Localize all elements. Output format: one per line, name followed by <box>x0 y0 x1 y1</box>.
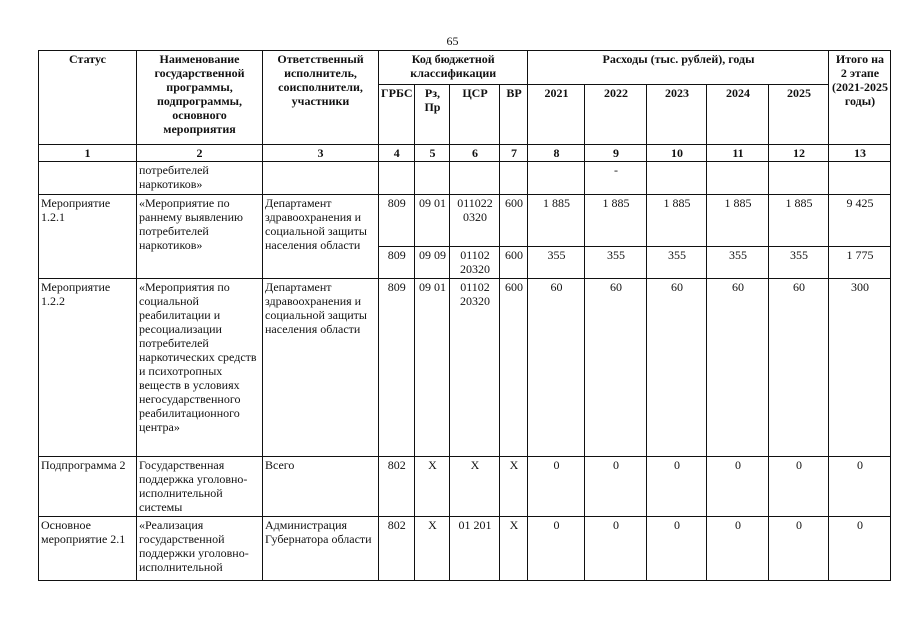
cell-total: 1 775 <box>829 247 891 279</box>
colnum: 1 <box>39 145 137 162</box>
cell-total: 300 <box>829 279 891 457</box>
cell-2025: 1 885 <box>769 195 829 247</box>
cell-2022: 0 <box>585 457 647 517</box>
cell-2021: 60 <box>528 279 585 457</box>
cell-2025: 0 <box>769 517 829 581</box>
colnum: 2 <box>137 145 263 162</box>
header-budget-code: Код бюджетной классификации <box>379 51 528 85</box>
header-2023: 2023 <box>647 85 707 145</box>
cell-csr: 01102 20320 <box>450 247 500 279</box>
cell-2022: 1 885 <box>585 195 647 247</box>
cell-2025: 355 <box>769 247 829 279</box>
dash-mark: - <box>585 162 647 195</box>
cell-2023: 1 885 <box>647 195 707 247</box>
table-row <box>39 279 891 457</box>
colnum: 10 <box>647 145 707 162</box>
cell-vr: Х <box>500 517 528 581</box>
row-status: Подпрограмма 2 <box>39 457 137 517</box>
colnum: 9 <box>585 145 647 162</box>
colnum: 13 <box>829 145 891 162</box>
colnum: 4 <box>379 145 415 162</box>
header-name: Наименование государственной программы, подпрограммы, основного мероприятия <box>137 51 263 145</box>
row-executor: Всего <box>263 457 379 517</box>
cell-total: 0 <box>829 457 891 517</box>
cell-grbs: 809 <box>379 279 415 457</box>
colnum: 7 <box>500 145 528 162</box>
row-name: Государственная поддержка уголовно-исполнительной системы <box>137 457 263 517</box>
row-executor: Администрация Губернатора области <box>263 517 379 581</box>
page-number: 65 <box>446 34 459 48</box>
budget-table <box>38 50 891 581</box>
cell-grbs: 802 <box>379 457 415 517</box>
row-executor: Департамент здравоохранения и социальной защиты населения области <box>263 195 379 279</box>
cell-2024: 1 885 <box>707 195 769 247</box>
colnum: 12 <box>769 145 829 162</box>
cell-csr: 01 201 <box>450 517 500 581</box>
column-number-row <box>39 145 891 162</box>
cell-total: 0 <box>829 517 891 581</box>
header-2025: 2025 <box>769 85 829 145</box>
cell-vr: Х <box>500 457 528 517</box>
cell-2025: 0 <box>769 457 829 517</box>
colnum: 11 <box>707 145 769 162</box>
cell-2024: 60 <box>707 279 769 457</box>
header-2021: 2021 <box>528 85 585 145</box>
cell-2021: 0 <box>528 517 585 581</box>
cell-2023: 60 <box>647 279 707 457</box>
header-executor: Ответственный исполнитель, соисполнители, участники <box>263 51 379 145</box>
cell-csr: 011022 0320 <box>450 195 500 247</box>
header-grbs: ГРБС <box>379 85 415 145</box>
cell-2024: 0 <box>707 457 769 517</box>
cell-rzpr: 09 01 <box>415 195 450 247</box>
cell-vr: 600 <box>500 279 528 457</box>
header-2022: 2022 <box>585 85 647 145</box>
cell-2024: 0 <box>707 517 769 581</box>
header-total: Итого на 2 этапе (2021-2025 годы) <box>829 51 891 145</box>
cell-rzpr: 09 01 <box>415 279 450 457</box>
cell-vr: 600 <box>500 195 528 247</box>
table-row <box>39 195 891 247</box>
cell-rzpr: Х <box>415 457 450 517</box>
row-name: «Мероприятие по раннему выявлению потребителей наркотиков» <box>137 195 263 279</box>
table-row <box>39 517 891 581</box>
cell-2023: 0 <box>647 457 707 517</box>
header-vr: ВР <box>500 85 528 145</box>
row-status: Основное мероприятие 2.1 <box>39 517 137 581</box>
cell-2024: 355 <box>707 247 769 279</box>
cell-2022: 60 <box>585 279 647 457</box>
cell-2022: 355 <box>585 247 647 279</box>
header-expenses: Расходы (тыс. рублей), годы <box>528 51 829 85</box>
cell-2021: 355 <box>528 247 585 279</box>
cell-2021: 0 <box>528 457 585 517</box>
cell-rzpr: Х <box>415 517 450 581</box>
header-rzpr: Рз, Пр <box>415 85 450 145</box>
colnum: 5 <box>415 145 450 162</box>
cell-grbs: 809 <box>379 195 415 247</box>
cell-2021: 1 885 <box>528 195 585 247</box>
header-status: Статус <box>39 51 137 145</box>
cell-vr: 600 <box>500 247 528 279</box>
row-status: Мероприятие 1.2.1 <box>39 195 137 279</box>
header-2024: 2024 <box>707 85 769 145</box>
cell-total: 9 425 <box>829 195 891 247</box>
cell-grbs: 802 <box>379 517 415 581</box>
cell-grbs: 809 <box>379 247 415 279</box>
row-executor: Департамент здравоохранения и социальной защиты населения области <box>263 279 379 457</box>
row-name: потребителей наркотиков» <box>137 162 263 195</box>
cell-2023: 0 <box>647 517 707 581</box>
table-row <box>39 457 891 517</box>
colnum: 6 <box>450 145 500 162</box>
row-name: «Мероприятия по социальной реабилитации и ресоциализации потребителей наркотических средств и психотропных веществ в условиях негосударственного реабилитационного центра» <box>137 279 263 457</box>
cell-csr: 01102 20320 <box>450 279 500 457</box>
row-status: Мероприятие 1.2.2 <box>39 279 137 457</box>
header-csr: ЦСР <box>450 85 500 145</box>
row-name: «Реализация государственной поддержки уголовно-исполнительной <box>137 517 263 581</box>
cell-rzpr: 09 09 <box>415 247 450 279</box>
cell-2025: 60 <box>769 279 829 457</box>
colnum: 8 <box>528 145 585 162</box>
colnum: 3 <box>263 145 379 162</box>
cell-2022: 0 <box>585 517 647 581</box>
cell-2023: 355 <box>647 247 707 279</box>
table-row <box>39 162 891 195</box>
header-row <box>39 51 891 85</box>
cell-csr: Х <box>450 457 500 517</box>
